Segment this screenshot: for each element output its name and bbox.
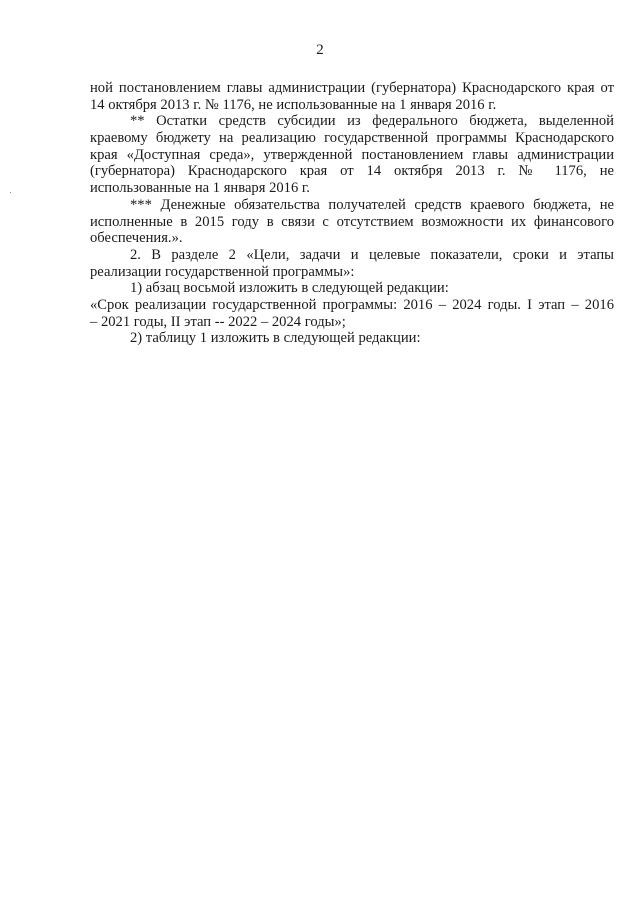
text-line: исполненные в 2015 году в связи с отсутствием возможности их финансового [90, 213, 614, 230]
sub-item-2: 2) таблицу 1 изложить в следующей редакции: [130, 330, 421, 347]
section-item-2: 2. В разделе 2 «Цели, задачи и целевые показатели, сроки и этапы [130, 246, 614, 263]
footnote-double-asterisk: ** Остатки средств субсидии из федерального бюджета, выделенной [130, 113, 614, 130]
text-line: «Срок реализации государственной программы: 2016 – 2024 годы. I этап – 2016 [90, 296, 614, 313]
text-line: ной постановлением главы администрации (губернатора) Краснодарского края от [90, 80, 614, 96]
footnote-triple-asterisk: *** Денежные обязательства получателей средств краевого бюджета, не [130, 196, 614, 213]
text-line: края «Доступная среда», утвержденной постановлением главы администрации [90, 146, 614, 163]
text-line: (губернатора) Краснодарского края от 14 октября 2013 г. № 1176, не [90, 163, 614, 180]
text-line: использованные на 1 января 2016 г. [90, 180, 310, 197]
margin-speck [10, 192, 11, 193]
text-line: реализации государственной программы»: [90, 263, 355, 280]
document-body [90, 80, 614, 347]
text-line: краевому бюджету на реализацию государственной программы Краснодарского [90, 130, 614, 147]
text-line: обеспечения.». [90, 230, 183, 247]
text-line: – 2021 годы, II этап -- 2022 – 2024 годы»; [90, 313, 346, 330]
sub-item-1: 1) абзац восьмой изложить в следующей редакции: [130, 280, 449, 297]
page-number: 2 [316, 42, 324, 58]
text-line: 14 октября 2013 г. № 1176, не использованные на 1 января 2016 г. [90, 96, 497, 113]
